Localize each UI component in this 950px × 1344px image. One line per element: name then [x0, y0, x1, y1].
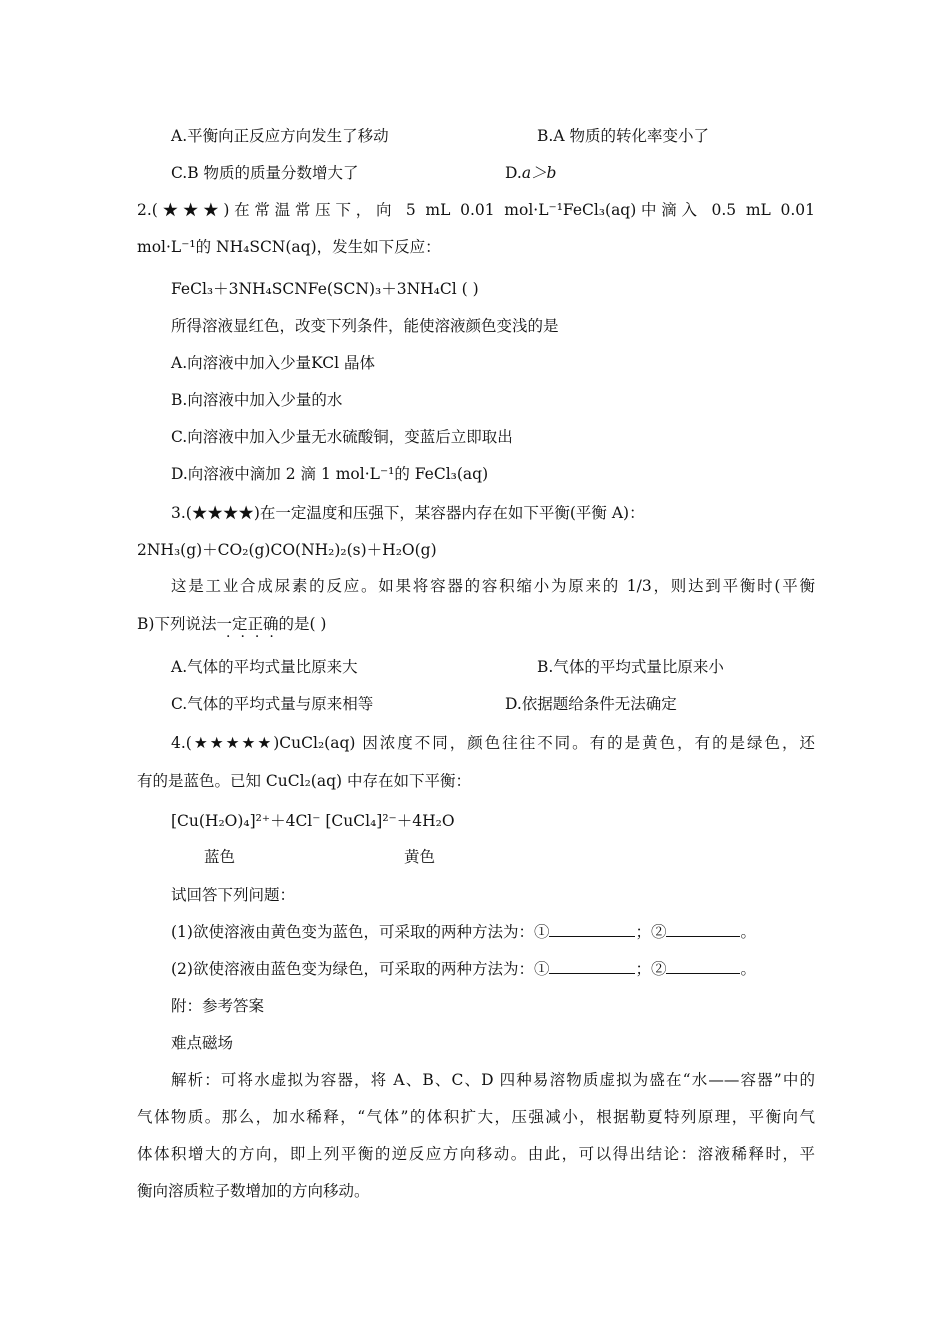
q4-equation: [Cu(H₂O)₄]²⁺＋4Cl⁻ [CuCl₄]²⁻＋4H₂O — [171, 812, 455, 830]
answer-blank-2b[interactable] — [666, 959, 740, 974]
q3-equation: 2NH₃(g)＋CO₂(g)CO(NH₂)₂(s)＋H₂O(g) — [137, 541, 437, 559]
emphasis-dots: ···· — [226, 629, 284, 645]
q1-option-b: B.A 物质的转化率变小了 — [537, 127, 709, 145]
q3-option-c: C.气体的平均式量与原来相等 — [171, 695, 374, 713]
q4-sub2-sep: ；② — [635, 960, 667, 978]
q2-stem-line2: mol·L⁻¹的 NH₄SCN(aq)，发生如下反应： — [137, 238, 441, 256]
q1-option-d-expression: a＞b — [521, 164, 557, 182]
q1-option-c: C.B 物质的质量分数增大了 — [171, 164, 359, 182]
q4-subquestion-1 — [171, 922, 756, 942]
answers-subheading: 难点磁场 — [171, 1034, 234, 1052]
q2-stem-line1: 2.(★★★)在常温常压下，向 5 mL 0.01 mol·L⁻¹FeCl₃(aq)中滴入 0.5 mL 0.01 — [137, 201, 815, 219]
q4-sub1-end: 。 — [740, 923, 756, 941]
q4-stem-line2: 有的是蓝色。已知 CuCl₂(aq) 中存在如下平衡： — [137, 772, 471, 790]
q4-prompt: 试回答下列问题： — [171, 886, 296, 904]
label-blue: 蓝色 — [204, 848, 236, 866]
q2-option-b: B.向溶液中加入少量的水 — [171, 391, 343, 409]
answer-blank-1b[interactable] — [666, 922, 740, 937]
answer-paragraph-line2: 气体物质。那么，加水稀释，“气体”的体积扩大，压强减小，根据勒夏特列原理，平衡向气 — [137, 1108, 815, 1126]
q4-sub1-text: (1)欲使溶液由黄色变为蓝色，可采取的两种方法为：① — [171, 923, 550, 941]
q3-option-d: D.依据题给条件无法确定 — [505, 695, 677, 713]
answer-blank-1a[interactable] — [549, 922, 635, 937]
q4-sub2-end: 。 — [740, 960, 756, 978]
q2-option-d: D.向溶液中滴加 2 滴 1 mol·L⁻¹的 FeCl₃(aq) — [171, 465, 489, 483]
answer-paragraph-line3: 体体积增大的方向，即上列平衡的逆反应方向移动。由此，可以得出结论：溶液稀释时，平 — [137, 1145, 815, 1163]
q2-option-c: C.向溶液中加入少量无水硫酸铜，变蓝后立即取出 — [171, 428, 513, 446]
q1-option-d — [505, 163, 556, 183]
q2-prompt: 所得溶液显红色，改变下列条件，能使溶液颜色变浅的是 — [171, 317, 559, 335]
answers-heading: 附：参考答案 — [171, 997, 265, 1015]
q4-subquestion-2 — [171, 959, 756, 979]
answer-blank-2a[interactable] — [549, 959, 635, 974]
q2-equation: FeCl₃＋3NH₄SCNFe(SCN)₃＋3NH₄Cl ( ) — [171, 280, 479, 298]
q2-option-a: A.向溶液中加入少量KCl 晶体 — [171, 354, 376, 372]
label-yellow: 黄色 — [404, 848, 436, 866]
q4-sub2-text: (2)欲使溶液由蓝色变为绿色，可采取的两种方法为：① — [171, 960, 550, 978]
answer-paragraph-line1: 解析：可将水虚拟为容器，将 A、B、C、D 四种易溶物质虚拟为盛在“水——容器”中的 — [171, 1071, 815, 1089]
q3-option-a: A.气体的平均式量比原来大 — [171, 658, 358, 676]
answer-paragraph-line4: 衡向溶质粒子数增加的方向移动。 — [137, 1182, 370, 1200]
q3-option-b: B.气体的平均式量比原来小 — [537, 658, 724, 676]
q3-stem: 3.(★★★★)在一定温度和压强下，某容器内存在如下平衡(平衡 A)： — [171, 504, 645, 522]
q4-sub1-sep: ；② — [635, 923, 667, 941]
q1-option-d-prefix: D. — [505, 164, 522, 182]
q3-text-line1: 这是工业合成尿素的反应。如果将容器的容积缩小为原来的 1/3，则达到平衡时(平衡 — [171, 577, 815, 595]
q1-option-a: A.平衡向正反应方向发生了移动 — [171, 127, 389, 145]
q3-text-line2: B)下列说法一定正确的是( ) — [137, 615, 327, 633]
q4-stem-line1: 4.(★★★★★)CuCl₂(aq) 因浓度不同，颜色往往不同。有的是黄色，有的是绿色，还 — [171, 734, 815, 752]
